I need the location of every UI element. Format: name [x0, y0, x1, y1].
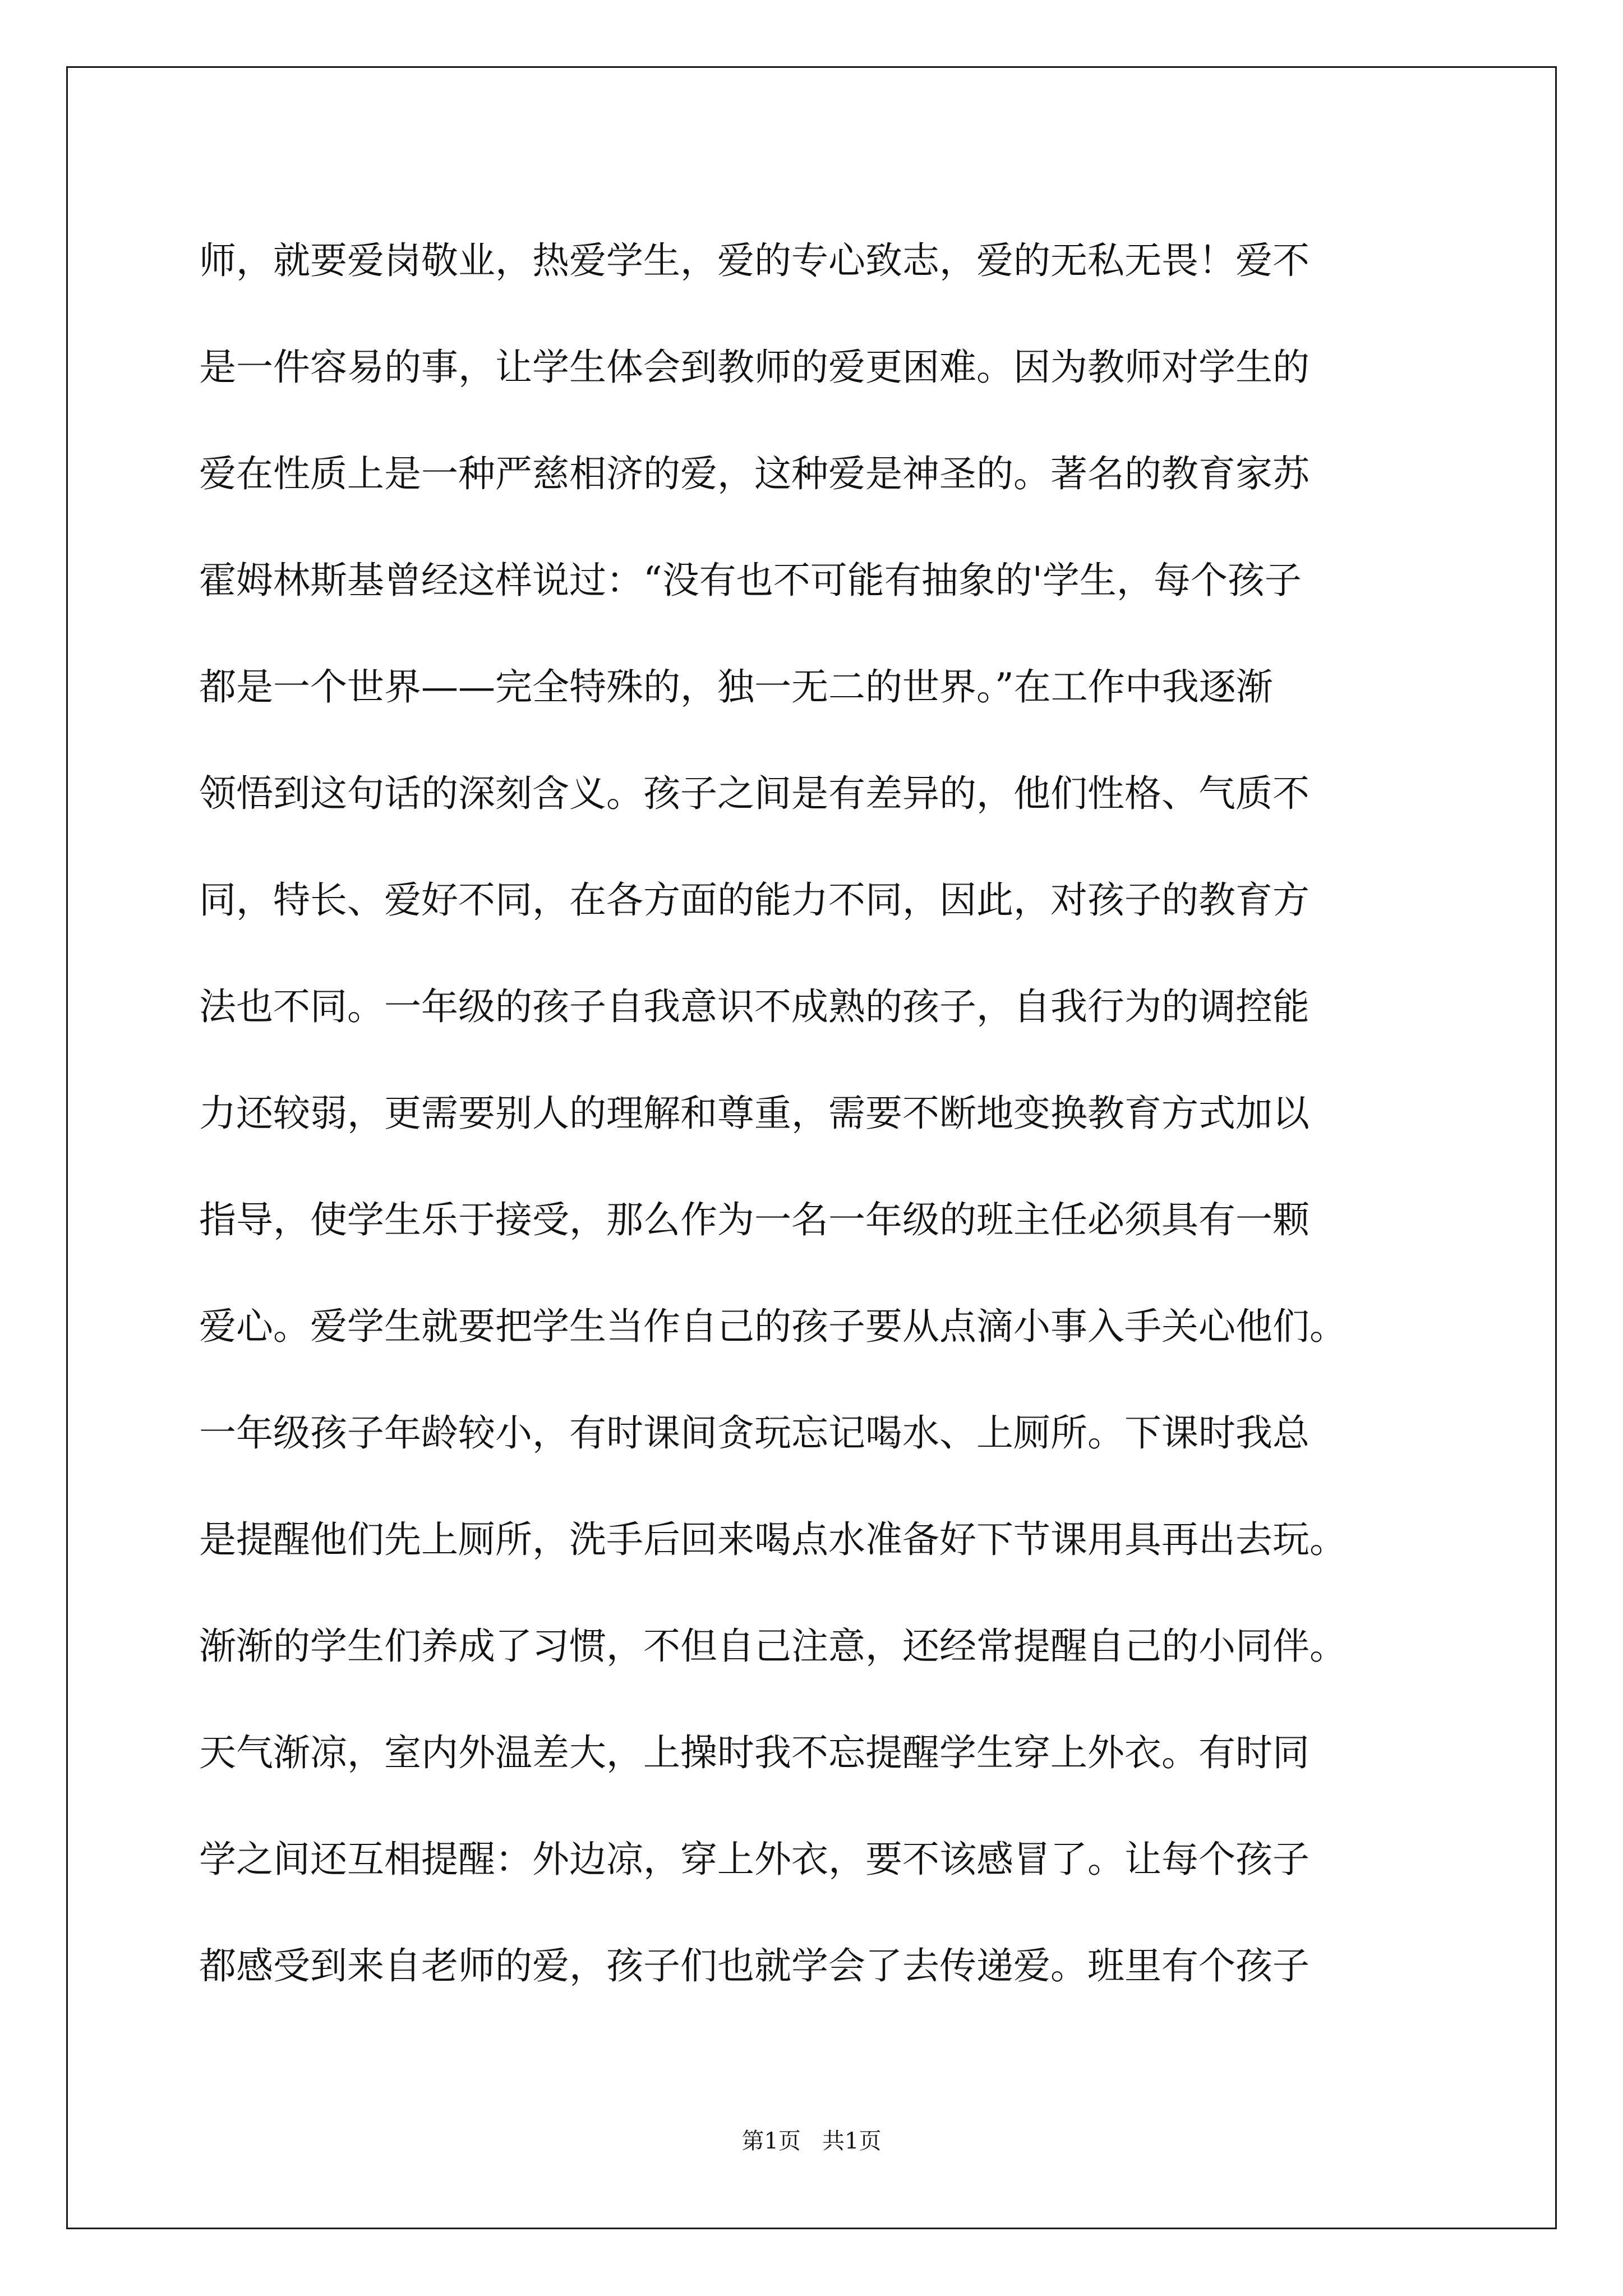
text-line: 同，特长、爱好不同，在各方面的能力不同，因此，对孩子的教育方 — [199, 878, 1310, 922]
text-line: 渐渐的学生们养成了习惯，不但自己注意，还经常提醒自己的小同伴。 — [199, 1625, 1347, 1668]
text-line: 是一件容易的事，让学生体会到教师的爱更困难。因为教师对学生的 — [199, 346, 1310, 389]
text-line: 是提醒他们先上厕所，洗手后回来喝点水准备好下节课用具再出去玩。 — [199, 1518, 1347, 1561]
text-line: 学之间还互相提醒：外边凉，穿上外衣，要不该感冒了。让每个孩子 — [199, 1838, 1310, 1881]
text-line: 霍姆林斯基曾经这样说过：“没有也不可能有抽象的'学生，每个孩子 — [199, 559, 1302, 602]
body-text — [199, 208, 1467, 2019]
text-line: 指导，使学生乐于接受，那么作为一名一年级的班主任必须具有一颗 — [199, 1198, 1310, 1241]
text-line: 天气渐凉，室内外温差大，上操时我不忘提醒学生穿上外衣。有时同 — [199, 1731, 1310, 1774]
text-line: 一年级孩子年龄较小，有时课间贪玩忘记喝水、上厕所。下课时我总 — [199, 1411, 1310, 1455]
text-line: 法也不同。一年级的孩子自我意识不成熟的孩子，自我行为的调控能 — [199, 985, 1310, 1028]
text-line: 力还较弱，更需要别人的理解和尊重，需要不断地变换教育方式加以 — [199, 1092, 1310, 1135]
text-line: 师，就要爱岗敬业，热爱学生，爱的专心致志，爱的无私无畏！爱不 — [199, 239, 1310, 282]
page-number-footer: 第1页 共1页 — [741, 2128, 882, 2154]
text-line: 都感受到来自老师的爱，孩子们也就学会了去传递爱。班里有个孩子 — [199, 1944, 1310, 1987]
text-line: 都是一个世界——完全特殊的，独一无二的世界。”在工作中我逐渐 — [199, 665, 1273, 708]
text-line: 爱在性质上是一种严慈相济的爱，这种爱是神圣的。著名的教育家苏 — [199, 452, 1310, 495]
text-line: 爱心。爱学生就要把学生当作自己的孩子要从点滴小事入手关心他们。 — [199, 1305, 1347, 1348]
text-line: 领悟到这句话的深刻含义。孩子之间是有差异的，他们性格、气质不 — [199, 772, 1310, 815]
